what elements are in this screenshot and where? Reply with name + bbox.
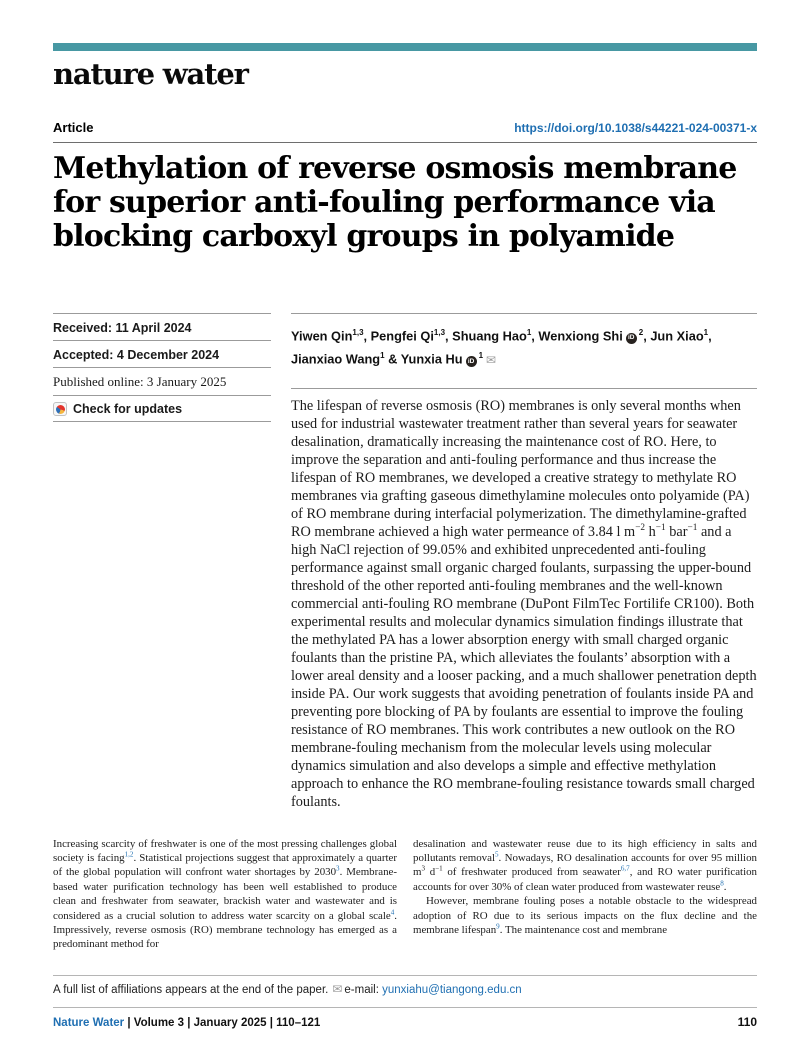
crossmark-icon xyxy=(53,402,67,416)
page-number: 110 xyxy=(737,1015,757,1029)
body-left-column xyxy=(53,837,397,952)
article-type-label: Article xyxy=(53,120,94,135)
check-for-updates-label: Check for updates xyxy=(73,402,183,416)
article-right-column xyxy=(291,313,757,811)
reference-superscript: 4 xyxy=(390,907,395,916)
body-right-column xyxy=(413,837,757,952)
title-line-2: for superior anti-fouling performance via xyxy=(53,185,715,220)
affiliations-text: A full list of affiliations appears at the end of the paper. xyxy=(53,984,329,996)
reference-superscript: 6,7 xyxy=(620,864,630,873)
published-date: Published online: 3 January 2025 xyxy=(53,367,271,395)
body-paragraph: Increasing scarcity of freshwater is one of the most pressing challenges global society is facing$^{1,2}$. Statistical projections suggest that approximately a quarter of the global population will confront water shortages by 2030$^3$. Membrane-based water purification technology has been well established to produce clean and freshwater from seawater, brackish water and wastewater and is considered as a crucial solution to address water scarcity on a global scale$^4$. Impressively, reverse osmosis (RO) membrane technology has emerged as a predominant method for xyxy=(53,837,397,951)
body-paragraph: However, membrane fouling poses a notable obstacle to the widespread adoption of RO due to its serious impacts on the flux decline and the membrane lifespan$^9$. The maintenance cost and membrane xyxy=(413,895,757,936)
superscript: 1 xyxy=(526,328,532,337)
received-date: Received: 11 April 2024 xyxy=(53,313,271,340)
doi-link[interactable]: https://doi.org/10.1038/s44221-024-00371-x xyxy=(514,121,757,135)
main-content xyxy=(53,313,757,811)
superscript: 2 xyxy=(638,328,644,337)
superscript: 1,3 xyxy=(352,328,364,337)
journal-accent-bar xyxy=(53,43,757,51)
accepted-date: Accepted: 4 December 2024 xyxy=(53,340,271,367)
page-footer xyxy=(53,1007,757,1029)
footer-journal-link[interactable]: Nature Water xyxy=(53,1017,125,1029)
article-metadata-sidebar xyxy=(53,313,271,811)
body-paragraph: desalination and wastewater reuse due to its high efficiency in salts and pollutants removal$^5$. Nowadays, RO desalination accounts for over 95 million $m^3$ $d^{-1}$ of freshwater produced from seawater$^{6,7}$, and RO water purification accounts for over 30% of clean water produced from wastewater reuse$^8$. xyxy=(413,837,757,893)
footer-issue-info: | Volume 3 | January 2025 | 110–121 xyxy=(124,1017,321,1029)
reference-superscript: 5 xyxy=(494,850,499,859)
superscript: −2 xyxy=(635,522,646,533)
superscript: −1 xyxy=(655,522,666,533)
abstract-text: The lifespan of reverse osmosis (RO) membranes is only several months when used for industrial wastewater treatment rather than several years for seawater desalination, dramatically increasing the maintenance cost of RO. Here, to improve the separation and anti-fouling performance and thus increase the lifespan of RO membranes, we developed a creative strategy to methylate RO membranes via grafting gaseous dimethylamine molecules onto polyamide (PA) of RO membrane during interfacial polymerization. The dimethylamine-grafted RO membrane achieved a high water permeance of 3.84 l $m^{-2}$ $h^{-1}$ bar$^{-1}$ and a high NaCl rejection of 99.05% and exhibited unprecedented anti-fouling performance against small organic charged foulants, surpassing the upper-bound threshold of the other reported anti-fouling membranes and the well-known commercial anti-fouling RO membrane (DuPont FilmTec Fortilife CR100). Both experimental results and molecular dynamics simulation findings illustrate that the methylated PA has a lower absorption energy with small charged organic foulants than the pristine PA, which alleviates the foulants’ absorption with a lower areal density and a looser packing, and a much shallower penetration depth inside PA. Our work suggests that avoiding penetration of foulants inside PA and preventing pore blocking of PA by foulants are essential to improve the fouling resistance of RO membranes. This work contributes a new outlook on the RO membrane-fouling mechanism from the molecular levels using molecular dynamics simulation and also develops a simple and effective methylation approach to enhance the RO membrane-fouling resistance towards small charged foulants. xyxy=(291,388,757,811)
email-icon: ✉ xyxy=(332,982,343,996)
title-line-3: blocking carboxyl groups in polyamide xyxy=(53,219,675,254)
superscript: −1 xyxy=(687,522,698,533)
body-text-columns xyxy=(53,837,757,952)
footer-citation xyxy=(53,1017,320,1029)
affiliations-footnote xyxy=(53,975,757,996)
superscript: 1 xyxy=(478,351,484,361)
author-list: Yiwen Qin$^{1,3}$, Pengfei Qi$^{1,3}$, Shuang Hao$^1$, Wenxiong Shi $iD^2$, Jun Xiao$^1$, Jianxiao Wang$^1$ & Yunxia Hu $iD^1$ ✉ xyxy=(291,313,757,370)
journal-logo: nature water xyxy=(53,57,248,91)
title-line-1: Methylation of reverse osmosis membrane xyxy=(53,151,737,186)
page-title xyxy=(53,152,757,254)
superscript: 1,3 xyxy=(433,328,446,337)
check-for-updates-button[interactable] xyxy=(53,395,271,422)
email-label: e-mail: xyxy=(344,984,379,996)
superscript: 1 xyxy=(380,351,385,361)
reference-superscript: 3 xyxy=(336,864,340,873)
superscript: −1 xyxy=(435,864,443,873)
superscript: 3 xyxy=(421,864,426,873)
article-header-row xyxy=(53,120,757,143)
corresponding-author-email-icon[interactable]: ✉ xyxy=(486,352,497,367)
reference-superscript: 9 xyxy=(496,922,500,931)
reference-superscript: 8 xyxy=(720,879,724,888)
email-link[interactable]: yunxiahu@tiangong.edu.cn xyxy=(382,984,522,996)
orcid-icon[interactable]: iD xyxy=(626,333,637,344)
superscript: 1 xyxy=(703,328,709,337)
orcid-icon[interactable]: iD xyxy=(466,356,477,367)
reference-superscript: 1,2 xyxy=(124,850,134,859)
